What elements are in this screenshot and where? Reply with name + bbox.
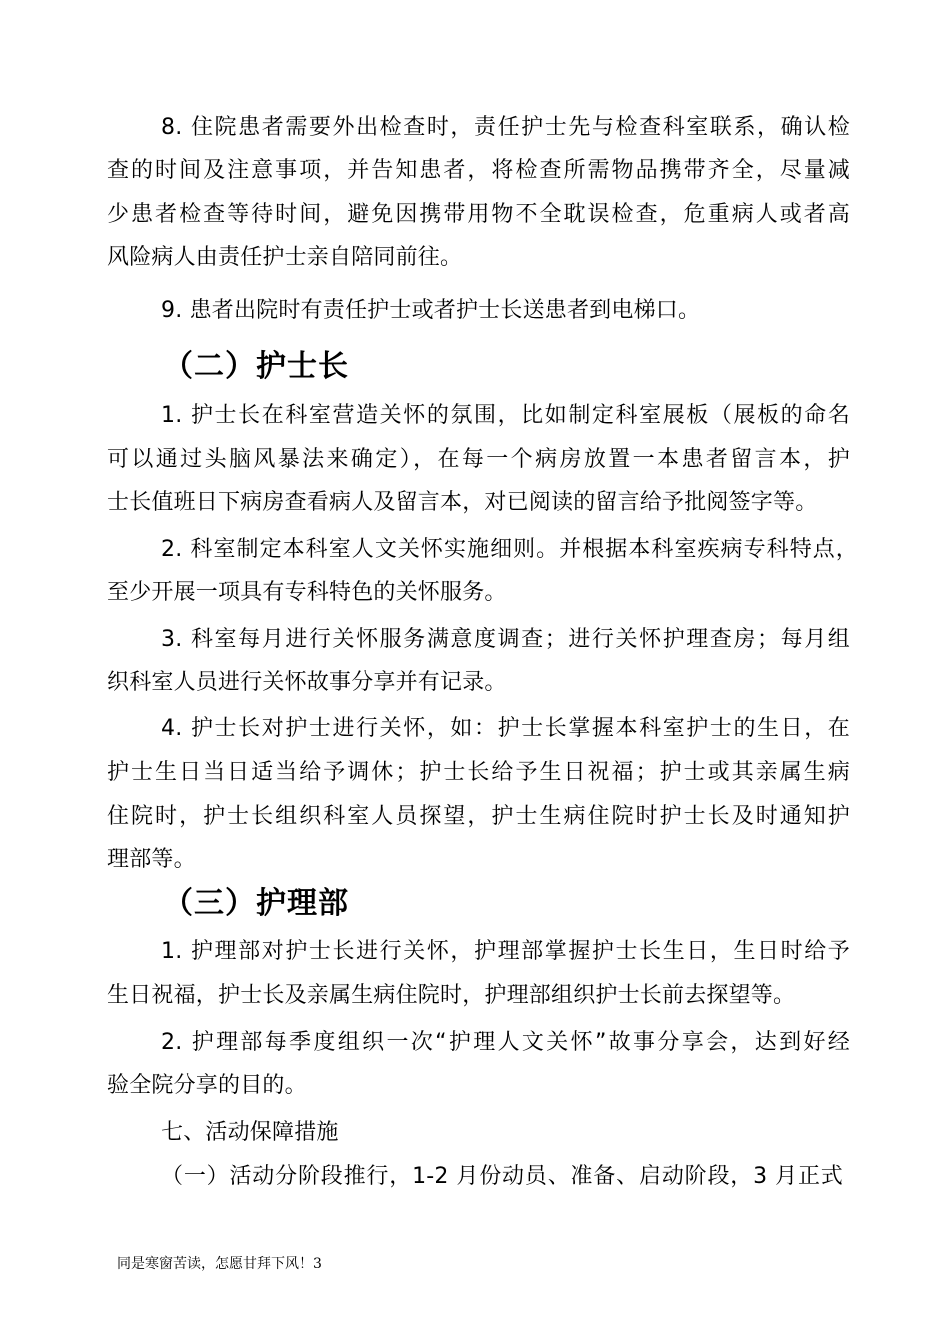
para8-line-4: 风险病人由责任护士亲自陪同前往。 (107, 245, 463, 270)
section-7-item1-line-1: （一）活动分阶段推行，1-2 月份动员、准备、启动阶段，3 月正式 (161, 1164, 843, 1189)
head-nurse-item1-line-2: 可以通过头脑风暴法来确定），在每一个病房放置一本患者留言本，护 (107, 447, 850, 472)
nursing-dept-item1-line-2: 生日祝福，护士长及亲属生病住院时，护理部组织护士长前去探望等。 (107, 983, 796, 1008)
head-nurse-item1-line-3: 士长值班日下病房查看病人及留言本，对已阅读的留言给予批阅签字等。 (107, 490, 818, 515)
nursing-dept-item2-line-1: 2. 护理部每季度组织一次“护理人文关怀”故事分享会，达到好经 (161, 1030, 850, 1055)
head-nurse-item2-line-2: 至少开展一项具有专科特色的关怀服务。 (107, 580, 507, 605)
para8-line-1: 8. 住院患者需要外出检查时，责任护士先与检查科室联系，确认检 (161, 115, 850, 140)
section-heading-nursing-dept: （三）护理部 (163, 886, 349, 921)
head-nurse-item4-line-3: 住院时，护士长组织科室人员探望，护士生病住院时护士长及时通知护 (107, 804, 850, 829)
head-nurse-item4-line-4: 理部等。 (107, 847, 196, 872)
page-footer: 同是寒窗苦读，怎愿甘拜下风！3 (117, 1256, 322, 1272)
para9-line: 9. 患者出院时有责任护士或者护士长送患者到电梯口。 (161, 298, 701, 323)
para8-line-3: 少患者检查等待时间，避免因携带用物不全耽误检查，危重病人或者高 (107, 202, 850, 227)
section-7-title: 七、活动保障措施 (161, 1120, 339, 1145)
head-nurse-item2-line-1: 2. 科室制定本科室人文关怀实施细则。并根据本科室疾病专科特点， (161, 537, 858, 562)
head-nurse-item4-line-1: 4. 护士长对护士进行关怀，如：护士长掌握本科室护士的生日，在 (161, 716, 850, 741)
head-nurse-item3-line-2: 织科室人员进行关怀故事分享并有记录。 (107, 670, 507, 695)
section-heading-head-nurse: （二）护士长 (163, 349, 349, 384)
nursing-dept-item2-line-2: 验全院分享的目的。 (107, 1073, 307, 1098)
nursing-dept-item1-line-1: 1. 护理部对护士长进行关怀，护理部掌握护士长生日，生日时给予 (161, 939, 850, 964)
head-nurse-item3-line-1: 3. 科室每月进行关怀服务满意度调查；进行关怀护理查房；每月组 (161, 627, 850, 652)
para8-line-2: 查的时间及注意事项，并告知患者，将检查所需物品携带齐全，尽量减 (107, 158, 850, 183)
head-nurse-item4-line-2: 护士生日当日适当给予调休；护士长给予生日祝福；护士或其亲属生病 (107, 760, 850, 785)
head-nurse-item1-line-1: 1. 护士长在科室营造关怀的氛围，比如制定科室展板（展板的命名 (161, 403, 850, 428)
